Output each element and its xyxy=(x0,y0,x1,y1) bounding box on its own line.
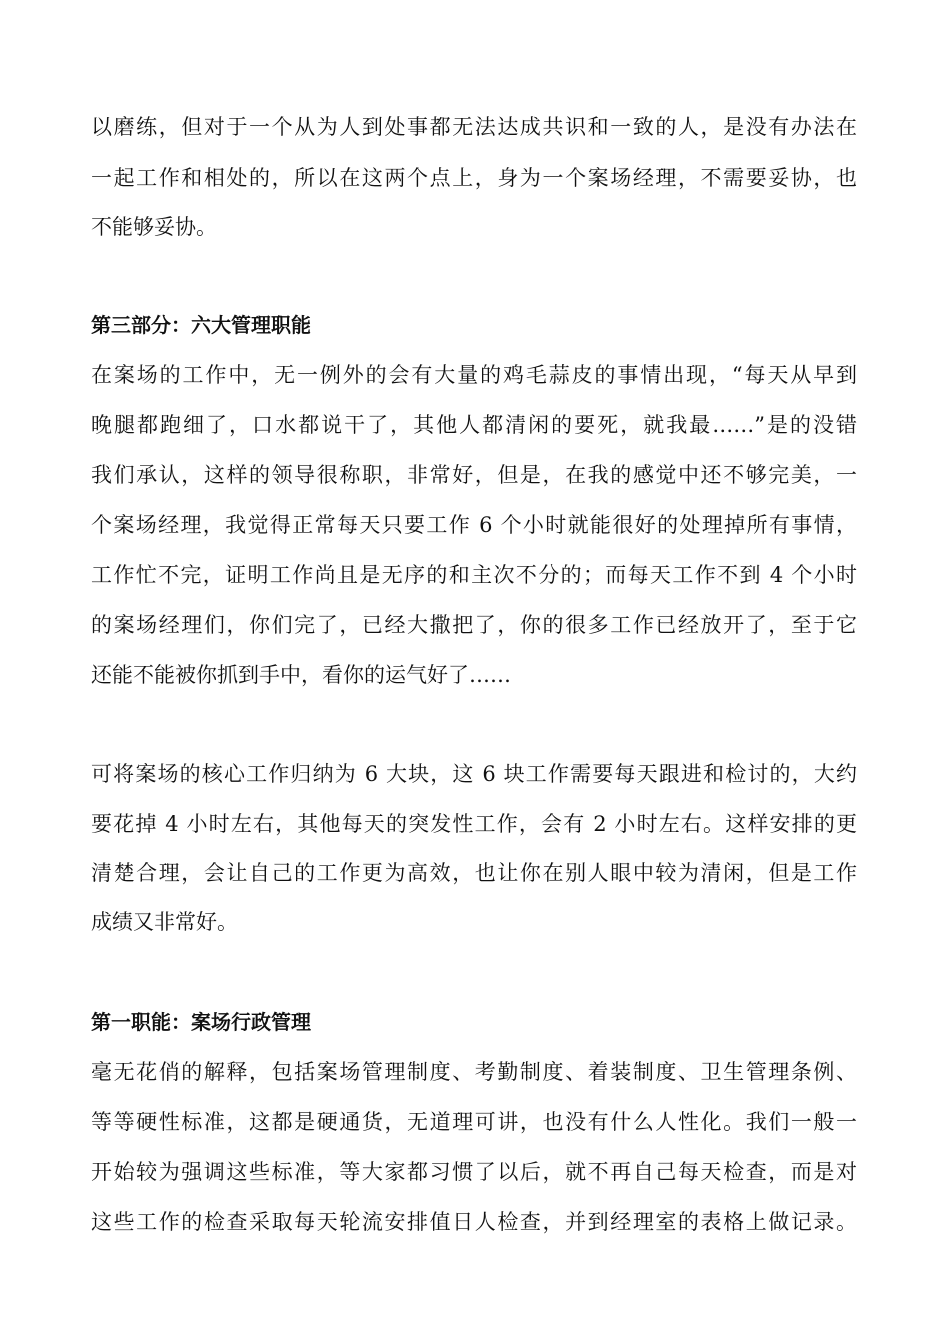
paragraph-line: 开始较为强调这些标准，等大家都习惯了以后，就不再自己每天检查，而是对 xyxy=(91,1160,857,1184)
paragraph-line: 我们承认，这样的领导很称职，非常好，但是，在我的感觉中还不够完美，一 xyxy=(91,463,857,487)
paragraph-line: 还能不能被你抓到手中，看你的运气好了…… xyxy=(91,663,511,687)
paragraph-line: 一起工作和相处的，所以在这两个点上，身为一个案场经理，不需要妥协，也 xyxy=(91,166,857,190)
paragraph-line: 清楚合理，会让自己的工作更为高效，也让你在别人眼中较为清闲，但是工作 xyxy=(91,861,857,885)
paragraph-line: 在案场的工作中，无一例外的会有大量的鸡毛蒜皮的事情出现，“每天从早到 xyxy=(91,363,857,387)
paragraph-line: 等等硬性标准，这都是硬通货，无道理可讲，也没有什么人性化。我们一般一 xyxy=(91,1110,857,1134)
paragraph-line: 这些工作的检查采取每天轮流安排值日人检查，并到经理室的表格上做记录。 xyxy=(91,1210,857,1234)
paragraph-line: 个案场经理，我觉得正常每天只要工作 6 个小时就能很好的处理掉所有事情， xyxy=(91,513,857,537)
paragraph-line: 的案场经理们，你们完了，已经大撒把了，你的很多工作已经放开了，至于它 xyxy=(91,613,857,637)
paragraph-line: 可将案场的核心工作归纳为 6 大块，这 6 块工作需要每天跟进和检讨的，大约 xyxy=(91,762,857,786)
paragraph-line: 要花掉 4 小时左右，其他每天的突发性工作，会有 2 小时左右。这样安排的更 xyxy=(91,812,857,836)
section-heading: 第三部分：六大管理职能 xyxy=(91,313,311,337)
paragraph-line: 成绩又非常好。 xyxy=(91,910,238,934)
paragraph-line: 晚腿都跑细了，口水都说干了，其他人都清闲的要死，就我最……”是的没错 xyxy=(91,413,857,437)
paragraph-line: 不能够妥协。 xyxy=(91,215,217,239)
paragraph-line: 毫无花俏的解释，包括案场管理制度、考勤制度、着装制度、卫生管理条例、 xyxy=(91,1060,857,1084)
paragraph-line: 以磨练，但对于一个从为人到处事都无法达成共识和一致的人，是没有办法在 xyxy=(91,115,857,139)
section-heading: 第一职能：案场行政管理 xyxy=(91,1010,311,1034)
paragraph-line: 工作忙不完，证明工作尚且是无序的和主次不分的；而每天工作不到 4 个小时 xyxy=(91,563,857,587)
